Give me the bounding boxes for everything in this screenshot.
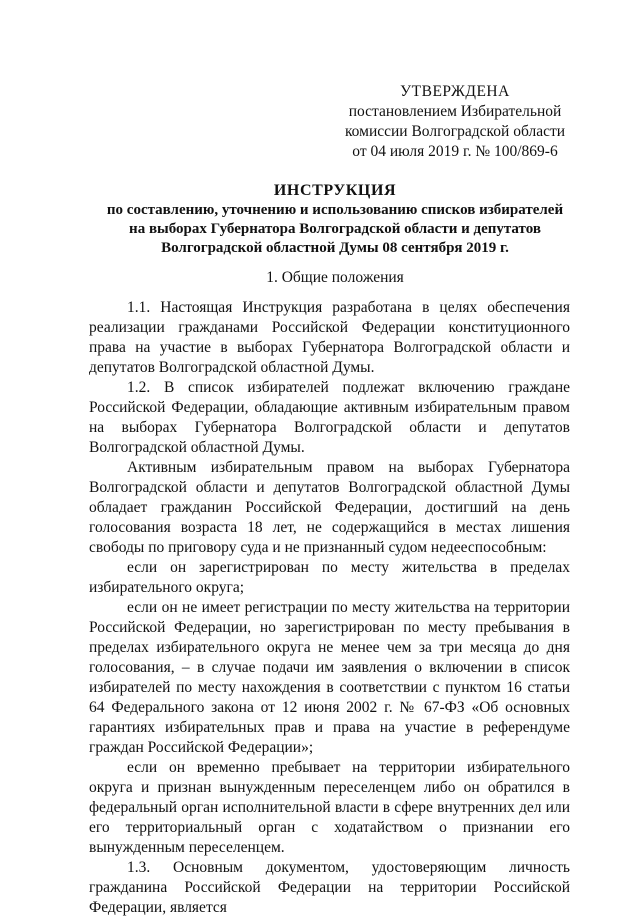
paragraph: 1.3. Основным документом, удостоверяющим личность гражданина Российской Федерации на территории Российской Федерации, является: [89, 859, 570, 916]
approval-line: постановлением Избирательной: [348, 103, 562, 120]
document-heading: [80, 181, 590, 258]
approval-stamp: [330, 82, 580, 162]
paragraph: Активным избирательным правом на выборах Губернатора Волгоградской области и депутатов Волгоградской областной Думы обладает гражданин Российской Федерации, достигший на день голосования возраста 18 лет, не содержащийся в местах лишения свободы по приговору суда и не признанный судом недееспособным:: [89, 459, 570, 556]
approval-line: от 04 июля 2019 г. № 100/869-6: [352, 143, 558, 160]
approval-title: УТВЕРЖДЕНА: [400, 83, 510, 100]
paragraph: если он не имеет регистрации по месту жительства на территории Российской Федерации, но зарегистрирован по месту пребывания в пределах избирательного округа не менее чем за три месяца до дня голосования, – в случае подачи им заявления о включении в список избирателей по месту нахождения в соответствии с пунктом 16 статьи 64 Федерального закона от 12 июня 2002 г. № 67-ФЗ «Об основных гарантиях избирательных прав и права на участие в референдуме граждан Российской Федерации»;: [89, 599, 570, 756]
document-subtitle-line: Волгоградской областной Думы 08 сентября 2019 г.: [161, 240, 509, 256]
paragraph: 1.1. Настоящая Инструкция разработана в целях обеспечения реализации гражданами Российской Федерации конституционного права на участие в выборах Губернатора Волгоградской области и депутатов Волгоградской областной Думы.: [89, 299, 570, 376]
section-title: 1. Общие положения: [266, 269, 404, 286]
document-body: [89, 298, 570, 918]
document-title: ИНСТРУКЦИЯ: [273, 182, 397, 199]
paragraph: 1.2. В список избирателей подлежат включению граждане Российской Федерации, обладающие активным избирательным правом на выборах Губернатора Волгоградской области и депутатов Волгоградской областной Думы.: [89, 379, 570, 456]
paragraph: если он зарегистрирован по месту жительства в пределах избирательного округа;: [89, 559, 570, 596]
paragraph: если он временно пребывает на территории избирательного округа и признан вынужденным переселенцем либо он обратился в федеральный орган исполнительной власти в сфере внутренних дел или его территориальный орган с ходатайством о признании его вынужденным переселенцем.: [89, 759, 570, 856]
document-subtitle-line: на выборах Губернатора Волгоградской области и депутатов: [129, 221, 541, 237]
approval-line: комиссии Волгоградской области: [344, 123, 566, 140]
document-subtitle-line: по составлению, уточнению и использованию списков избирателей: [106, 202, 564, 218]
